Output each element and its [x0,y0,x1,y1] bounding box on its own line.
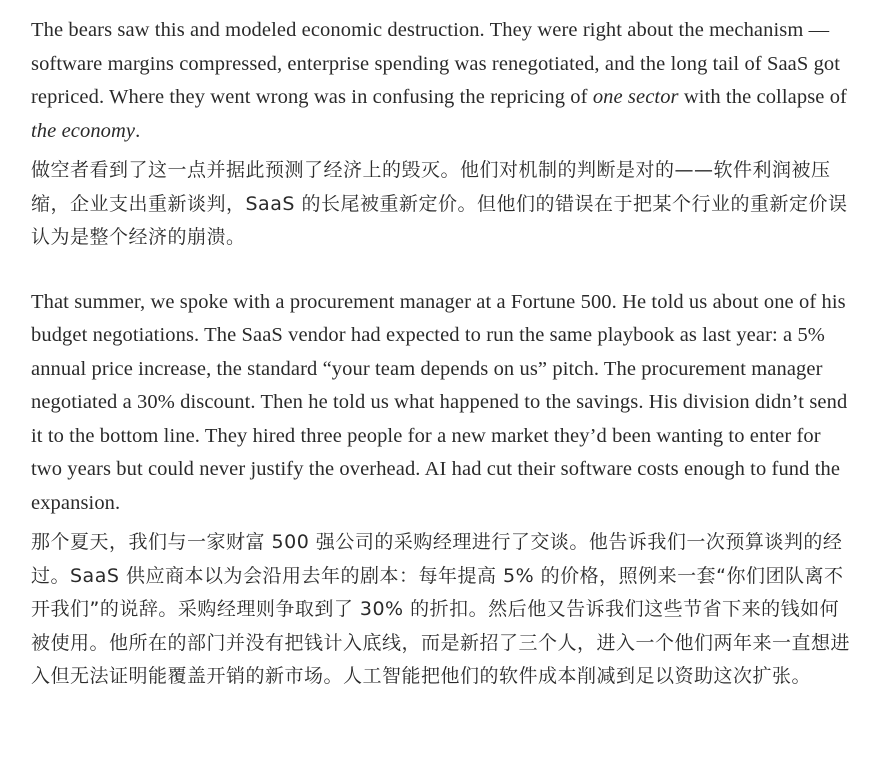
article-body [31,14,851,694]
paragraph-1-emphasis-the-economy: the economy [31,119,136,142]
paragraph-1-english-text-b: with the collapse of [678,86,847,108]
paragraph-1-english [31,14,851,148]
paragraph-1-english-text-a: The bears saw this and modeled economic destruction. They were right about the mechanism — software margins compressed, enterprise spending was renegotiated, and the long tail of SaaS got repriced. Where they went wrong was in confusing the repricing of [31,19,841,108]
paragraph-spacer [31,255,851,286]
paragraph-1-emphasis-one-sector: one sector [592,86,679,108]
paragraph-1-chinese: 做空者看到了这一点并据此预测了经济上的毁灭。他们对机制的判断是对的——软件利润被压缩，企业支出重新谈判，SaaS 的长尾被重新定价。但他们的错误在于把某个行业的重新定价误认为是整个经济的崩溃。 [31,159,848,248]
paragraph-1-english-text-c: . [135,119,141,142]
paragraph-2-english: That summer, we spoke with a procurement manager at a Fortune 500. He told us about one of his budget negotiations. The SaaS vendor had expected to run the same playbook as last year: a 5% annual price increase, the standard “your team depends on us” pitch. The procurement manager negotiated a 30% discount. Then he told us what happened to the savings. His division didn’t send it to the bottom line. They hired three people for a new market they’d been wanting to enter for two years but could never justify the overhead. AI had cut their software costs enough to fund the expansion. [31,290,848,514]
paragraph-2-chinese: 那个夏天，我们与一家财富 500 强公司的采购经理进行了交谈。他告诉我们一次预算谈判的经过。SaaS 供应商本以为会沿用去年的剧本：每年提高 5% 的价格，照例来一套“你们团队离不开我们”的说辞。采购经理则争取到了 30% 的折扣。然后他又告诉我们这些节省下来的钱如何被使用。他所在的部门并没有把钱计入底线，而是新招了三个人，进入一个他们两年来一直想进入但无法证明能覆盖开销的新市场。人工智能把他们的软件成本削减到足以资助这次扩张。 [31,531,851,687]
